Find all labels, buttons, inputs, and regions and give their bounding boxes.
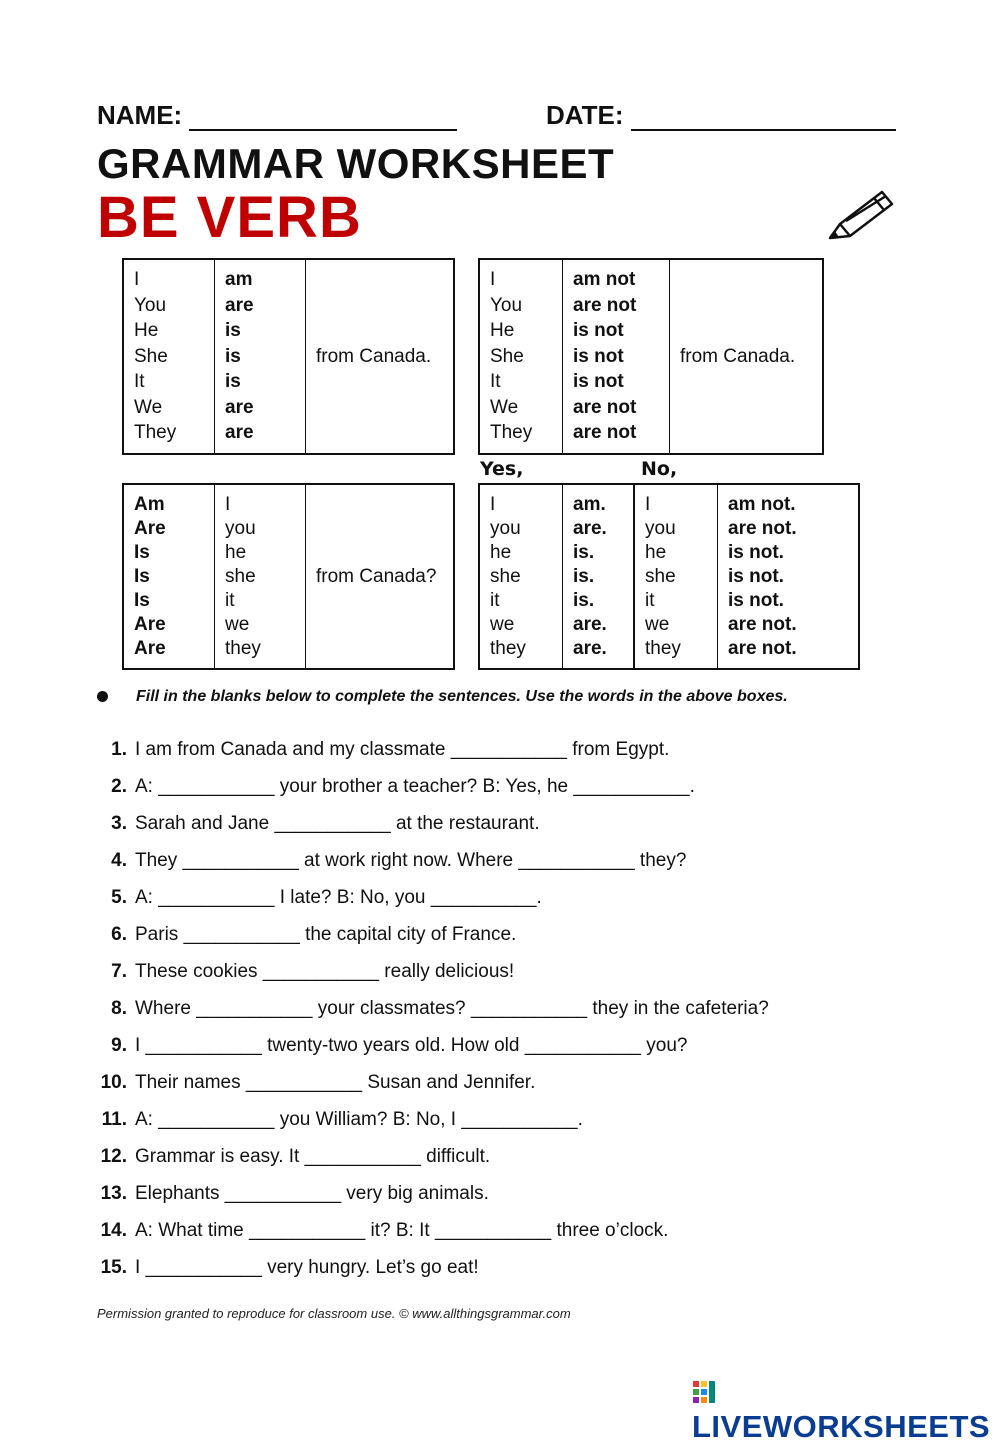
liveworksheets-logo-icon xyxy=(692,1380,716,1404)
pencil-icon xyxy=(826,186,896,244)
subject: We xyxy=(134,396,163,418)
worksheet-subtitle: BE VERB xyxy=(97,185,362,250)
question-item[interactable] xyxy=(92,1072,535,1096)
subject: They xyxy=(490,422,533,444)
verb: are not xyxy=(573,422,637,444)
question-item[interactable] xyxy=(92,1183,489,1207)
verb: is xyxy=(225,320,241,342)
name-blank[interactable] xyxy=(189,105,457,131)
question-item[interactable] xyxy=(92,998,769,1022)
subject: I xyxy=(225,493,231,515)
question-item[interactable] xyxy=(92,776,695,800)
verb: is xyxy=(225,345,241,367)
question-number: 5. xyxy=(111,887,127,908)
no-verbs xyxy=(718,484,860,669)
question-complement: from Canada? xyxy=(306,484,455,669)
question-item[interactable] xyxy=(92,850,686,874)
subject: it xyxy=(490,589,500,611)
name-field[interactable] xyxy=(97,100,457,131)
question-number: 14. xyxy=(100,1220,127,1241)
yes-label: Yes, xyxy=(480,458,524,480)
question-number: 12. xyxy=(100,1146,127,1167)
subject: She xyxy=(134,345,168,367)
subject: She xyxy=(490,345,524,367)
affirmative-subjects xyxy=(123,259,215,454)
verb: Is xyxy=(134,589,150,611)
verb: am not xyxy=(573,269,636,291)
question-item[interactable] xyxy=(92,1257,479,1281)
subject: you xyxy=(225,517,256,539)
short-answers-table xyxy=(478,483,860,670)
question-number: 6. xyxy=(111,924,127,945)
verb: are. xyxy=(573,613,607,635)
verb: are. xyxy=(573,517,607,539)
affirmative-verbs xyxy=(215,259,306,454)
question-text: A: ___________ I late? B: No, you __________. xyxy=(135,887,542,908)
verb: am. xyxy=(573,493,606,515)
question-item[interactable] xyxy=(92,887,542,911)
subject: she xyxy=(225,565,256,587)
negative-table xyxy=(478,258,824,455)
yes-subjects xyxy=(479,484,563,669)
verb: is not xyxy=(573,345,624,367)
subject: I xyxy=(645,493,651,515)
verb: is not xyxy=(573,320,624,342)
verb: am xyxy=(225,269,253,291)
subject: they xyxy=(225,637,261,659)
subject: You xyxy=(490,294,523,316)
verb: are not. xyxy=(728,613,797,635)
verb: is not. xyxy=(728,589,784,611)
verb: is not. xyxy=(728,541,784,563)
verb: am not. xyxy=(728,493,796,515)
question-text: These cookies ___________ really delicious! xyxy=(135,961,515,982)
verb: Are xyxy=(134,613,166,635)
subject: It xyxy=(490,371,501,393)
question-text: A: What time ___________ it? B: It ___________ three o’clock. xyxy=(135,1220,669,1241)
no-label: No, xyxy=(641,458,678,480)
verb: is not. xyxy=(728,565,784,587)
verb: Are xyxy=(134,517,166,539)
verb: is. xyxy=(573,589,595,611)
subject: we xyxy=(225,613,250,635)
verb: is. xyxy=(573,565,595,587)
question-text: Where ___________ your classmates? ___________ they in the cafeteria? xyxy=(135,998,769,1019)
verb: Are xyxy=(134,637,166,659)
subject: He xyxy=(490,320,515,342)
question-number: 11. xyxy=(101,1109,127,1130)
question-item[interactable] xyxy=(92,1220,668,1244)
question-text: Paris ___________ the capital city of France. xyxy=(135,924,517,945)
subject: she xyxy=(490,565,521,587)
negative-subjects xyxy=(479,259,563,454)
question-number: 2. xyxy=(111,776,127,797)
subject: they xyxy=(490,637,526,659)
brand-name: LIVEWORKSHEETS xyxy=(692,1409,991,1444)
question-item[interactable] xyxy=(92,813,540,837)
question-item[interactable] xyxy=(92,1109,583,1133)
subject: it xyxy=(225,589,235,611)
question-subjects xyxy=(215,484,306,669)
worksheet-title: GRAMMAR WORKSHEET xyxy=(97,140,615,187)
verb: Is xyxy=(134,565,150,587)
brand-logo[interactable] xyxy=(692,1373,1000,1445)
question-text: Elephants ___________ very big animals. xyxy=(135,1183,489,1204)
question-text: Sarah and Jane ___________ at the restaurant. xyxy=(135,813,540,834)
question-number: 15. xyxy=(100,1257,127,1278)
subject: I xyxy=(490,493,496,515)
question-text: I ___________ very hungry. Let’s go eat! xyxy=(135,1257,479,1278)
affirmative-complement: from Canada. xyxy=(306,259,455,454)
question-number: 9. xyxy=(111,1035,127,1056)
verb: are xyxy=(225,294,254,316)
question-number: 1. xyxy=(111,739,127,760)
question-item[interactable] xyxy=(92,1035,687,1059)
subject: we xyxy=(645,613,670,635)
verb: are not xyxy=(573,396,637,418)
question-number: 10. xyxy=(100,1072,127,1093)
subject: It xyxy=(134,371,145,393)
verb: Is xyxy=(134,541,150,563)
verb: is. xyxy=(573,541,595,563)
subject: You xyxy=(134,294,167,316)
subject: They xyxy=(134,422,177,444)
question-item[interactable] xyxy=(92,739,669,763)
verb: are. xyxy=(573,637,607,659)
subject: he xyxy=(225,541,247,563)
subject: we xyxy=(490,613,515,635)
question-item[interactable] xyxy=(92,961,514,985)
verb: are not. xyxy=(728,517,797,539)
verb: are xyxy=(225,396,254,418)
yes-verbs xyxy=(563,484,635,669)
question-number: 8. xyxy=(111,998,127,1019)
subject: she xyxy=(645,565,676,587)
subject: you xyxy=(490,517,521,539)
question-item[interactable] xyxy=(92,1146,490,1170)
date-label: DATE: xyxy=(546,100,624,130)
negative-verbs xyxy=(563,259,670,454)
negative-complement: from Canada. xyxy=(670,259,824,454)
subject: We xyxy=(490,396,519,418)
verb: are not xyxy=(573,294,637,316)
question-text: A: ___________ you William? B: No, I ___________. xyxy=(135,1109,583,1130)
subject: he xyxy=(645,541,667,563)
question-text: Grammar is easy. It ___________ difficult. xyxy=(135,1146,491,1167)
question-text: I am from Canada and my classmate ___________ from Egypt. xyxy=(135,739,670,760)
subject: I xyxy=(134,269,140,291)
instruction-text: Fill in the blanks below to complete the sentences. Use the words in the above boxes. xyxy=(136,688,788,705)
affirmative-table xyxy=(122,258,455,455)
question-text: I ___________ twenty-two years old. How old ___________ you? xyxy=(135,1035,688,1056)
question-number: 13. xyxy=(100,1183,127,1204)
question-number: 4. xyxy=(111,850,127,871)
question-text: Their names ___________ Susan and Jennifer. xyxy=(135,1072,536,1093)
question-text: A: ___________ your brother a teacher? B: Yes, he ___________. xyxy=(135,776,695,797)
date-blank[interactable] xyxy=(631,105,896,131)
subject: he xyxy=(490,541,512,563)
verb: are xyxy=(225,422,254,444)
instruction xyxy=(97,688,788,706)
no-subjects xyxy=(634,484,718,669)
subject: it xyxy=(645,589,655,611)
name-label: NAME: xyxy=(97,100,183,130)
question-verbs xyxy=(123,484,215,669)
question-number: 7. xyxy=(111,961,127,982)
subject: He xyxy=(134,320,159,342)
question-item[interactable] xyxy=(92,924,516,948)
subject: I xyxy=(490,269,496,291)
verb: Am xyxy=(134,493,165,515)
verb: is xyxy=(225,371,241,393)
date-field[interactable] xyxy=(546,100,896,131)
verb: are not. xyxy=(728,637,797,659)
question-number: 3. xyxy=(111,813,127,834)
subject: they xyxy=(645,637,681,659)
subject: you xyxy=(645,517,676,539)
permission-footer: Permission granted to reproduce for classroom use. © www.allthingsgrammar.com xyxy=(97,1306,571,1321)
question-table xyxy=(122,483,455,670)
question-text: They ___________ at work right now. Where ___________ they? xyxy=(135,850,687,871)
bullet-icon xyxy=(97,691,108,702)
verb: is not xyxy=(573,371,624,393)
